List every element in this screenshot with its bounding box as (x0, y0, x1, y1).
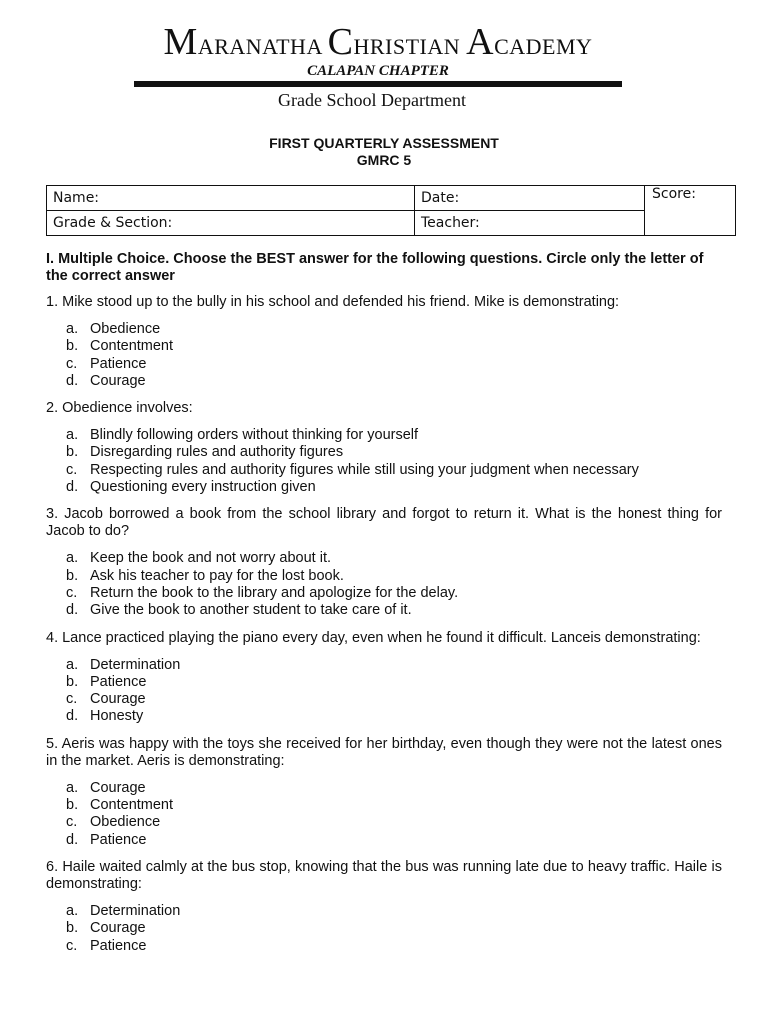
question-text: 3. Jacob borrowed a book from the school library and forgot to return it. What is the honest thing for Jacob to do? (46, 506, 722, 540)
exam-content (46, 251, 722, 965)
choice-item (66, 674, 722, 691)
question-2 (46, 400, 722, 496)
table-column-divider (414, 186, 415, 235)
choice-letter: a. (66, 321, 79, 337)
question-text: 1. Mike stood up to the bully in his school and defended his friend. Mike is demonstrating: (46, 294, 620, 310)
letterhead (134, 21, 622, 79)
choice-item (66, 479, 722, 496)
choice-letter: a. (66, 550, 79, 567)
score-label: Score: (652, 186, 696, 202)
choice-item (66, 427, 722, 444)
choice-list (46, 427, 722, 496)
choice-letter: d. (66, 372, 79, 389)
choice-text: Return the book to the library and apologize for the delay. (90, 584, 459, 601)
choice-letter: b. (66, 920, 79, 937)
date-label: Date: (421, 190, 460, 206)
choice-text: Honesty (90, 708, 144, 725)
student-info-table (46, 185, 736, 236)
choice-item (66, 657, 722, 674)
choice-item (66, 585, 722, 602)
choice-letter: b. (66, 338, 79, 355)
choice-letter: d. (66, 831, 79, 848)
choice-text: Keep the book and not worry about it. (90, 550, 332, 567)
choice-item (66, 356, 722, 373)
choice-item (66, 602, 722, 619)
choice-text: Contentment (90, 797, 174, 814)
choice-text: Questioning every instruction given (90, 479, 316, 496)
choice-text: Patience (90, 673, 147, 690)
choice-text: Determination (90, 902, 181, 919)
choice-letter: c. (66, 937, 78, 954)
exam-title: FIRST QUARTERLY ASSESSMENT (269, 135, 499, 151)
instructions: I. Multiple Choice. Choose the BEST answer for the following questions. Circle only the letter of the correct answer (46, 251, 704, 284)
choice-text: Disregarding rules and authority figures (90, 444, 344, 461)
choice-item (66, 780, 722, 797)
school-name-word-1: MARANATHA (163, 21, 328, 63)
choice-letter: b. (66, 444, 79, 461)
table-score-divider (644, 186, 645, 235)
choice-item (66, 373, 722, 390)
question-5 (46, 736, 722, 849)
table-row-divider (47, 210, 644, 211)
choice-text: Patience (90, 355, 147, 372)
choice-item (66, 338, 722, 355)
choice-item (66, 832, 722, 849)
choice-item (66, 444, 722, 461)
choice-text: Ask his teacher to pay for the lost book. (90, 567, 344, 584)
choice-item (66, 797, 722, 814)
choice-letter: c. (66, 461, 78, 478)
question-text: 6. Haile waited calmly at the bus stop, knowing that the bus was running late due to heavy traffic. Haile is demonstrating: (46, 858, 722, 892)
choice-list (46, 657, 722, 726)
choice-letter: a. (66, 656, 79, 673)
choice-text: Obedience (90, 321, 161, 337)
choice-item (66, 550, 722, 567)
choice-text: Courage (90, 920, 146, 937)
choice-item (66, 691, 722, 708)
question-text: 2. Obedience involves: (46, 400, 193, 417)
exam-subject: GMRC 5 (356, 152, 412, 168)
choice-text: Courage (90, 691, 146, 708)
question-1 (46, 294, 722, 390)
grade-section-label: Grade & Section: (53, 215, 173, 231)
choice-item (66, 568, 722, 585)
choice-letter: b. (66, 797, 79, 814)
choice-letter: b. (66, 673, 79, 690)
choice-item (66, 814, 722, 831)
exam-title-block (0, 135, 768, 169)
choice-text: Contentment (90, 338, 174, 355)
choice-text: Respecting rules and authority figures while still using your judgment when necessary (90, 461, 639, 478)
choice-list (46, 321, 722, 390)
choice-letter: c. (66, 814, 78, 831)
school-name-word-3: ACADEMY (466, 21, 593, 63)
question-text: 4. Lance practiced playing the piano every day, even when he found it difficult. Lanceis demonstrating: (46, 629, 701, 646)
choice-item (66, 920, 722, 937)
school-name (134, 21, 622, 63)
question-4 (46, 630, 722, 726)
school-name-word-2: CHRISTIAN (327, 21, 467, 63)
choice-list (46, 550, 722, 619)
question-3 (46, 506, 722, 619)
choice-item (66, 462, 722, 479)
choice-letter: a. (66, 779, 79, 796)
choice-text: Determination (90, 656, 181, 673)
question-6 (46, 859, 722, 955)
letterhead-rule (134, 81, 622, 87)
choice-text: Patience (90, 937, 147, 954)
choice-text: Courage (90, 779, 146, 796)
choice-item (66, 903, 722, 920)
choice-list (46, 780, 722, 849)
choice-letter: d. (66, 479, 79, 496)
choice-text: Obedience (90, 814, 161, 831)
chapter-name: CALAPAN CHAPTER (307, 63, 449, 79)
choice-letter: d. (66, 602, 79, 619)
choice-text: Blindly following orders without thinking for yourself (90, 427, 419, 444)
choice-text: Courage (90, 372, 146, 389)
name-label: Name: (53, 190, 100, 206)
choice-letter: d. (66, 708, 79, 725)
choice-letter: b. (66, 567, 79, 584)
choice-text: Give the book to another student to take care of it. (90, 602, 412, 619)
choice-letter: c. (66, 355, 78, 372)
choice-item (66, 708, 722, 725)
choice-text: Patience (90, 831, 147, 848)
choice-item (66, 321, 722, 338)
choice-letter: a. (66, 427, 79, 444)
choice-letter: c. (66, 691, 78, 708)
question-text: 5. Aeris was happy with the toys she received for her birthday, even though they were not the latest ones in the market. Aeris is demonstrating: (46, 735, 722, 769)
choice-letter: c. (66, 584, 78, 601)
choice-letter: a. (66, 902, 79, 919)
teacher-label: Teacher: (421, 215, 480, 231)
choice-list (46, 903, 722, 955)
department-name: Grade School Department (278, 90, 466, 110)
choice-item (66, 938, 722, 955)
